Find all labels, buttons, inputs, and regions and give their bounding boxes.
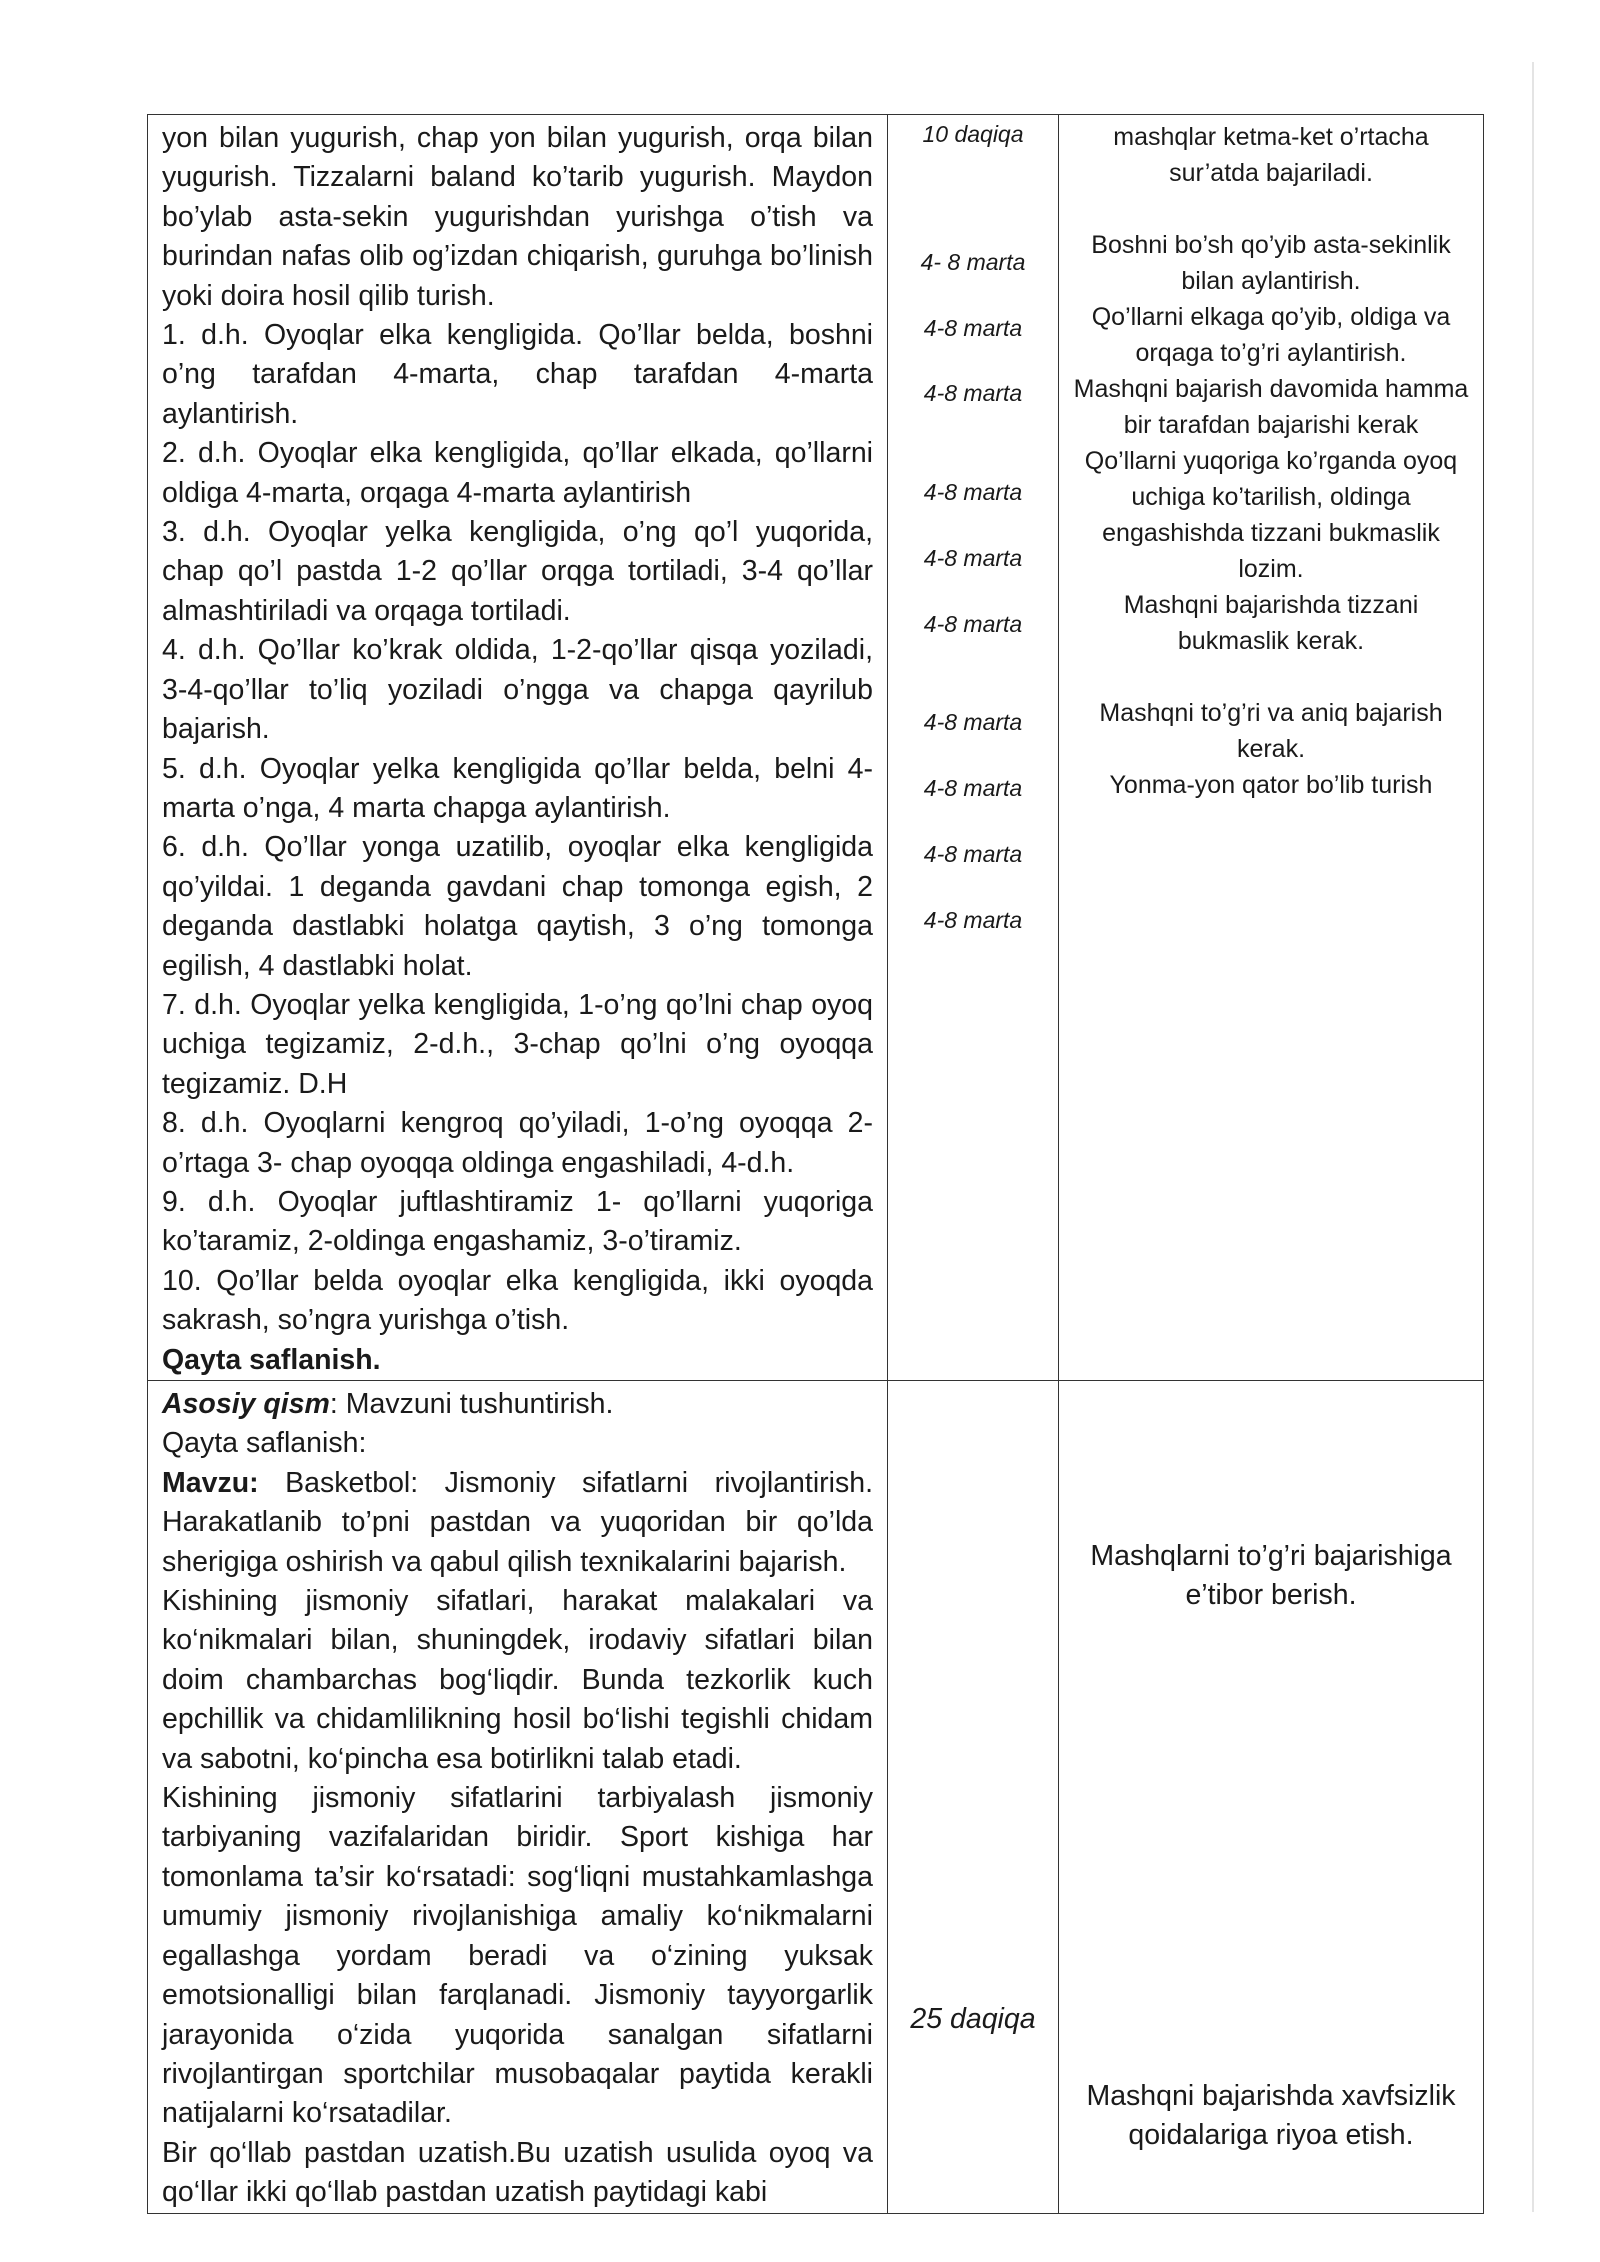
dosage-cell: [888, 115, 1059, 1381]
exercise-line: 5. d.h. Oyoqlar yelka kengligida qo’llar belda, belni 4-marta o’nga, 4 marta chapga aylantirish.: [162, 752, 873, 824]
page-edge-line: [1532, 62, 1534, 2212]
exercise-line: 4. d.h. Qo’llar ko’krak oldida, 1-2-qo’llar qisqa yoziladi, 3-4-qo’llar to’liq yoziladi o’ngga va chapga qayrilub bajarish.: [162, 634, 873, 746]
dosage-cell: [888, 1381, 1059, 2214]
note-text: Qo’llarni yuqoriga ko’rganda oyoq uchiga ko’tarilish, oldinga engashishda tizzani bukmaslik lozim.: [1084, 447, 1458, 583]
exercise-line: 1. d.h. Oyoqlar elka kengligida. Qo’llar belda, boshni o’ng tarafdan 4-marta, chap tarafdan 4-marta aylantirish.: [162, 319, 873, 430]
exercise-line: 8. d.h. Oyoqlarni kengroq qo’yiladi, 1-o’ng oyoqqa 2-o’rtaga 3- chap oyoqqa oldinga engashiladi, 4-d.h.: [162, 1107, 873, 1179]
exercises-cell: [148, 115, 888, 1381]
exercise-line: 3. d.h. Oyoqlar yelka kengligida, o’ng qo’l yuqorida, chap qo’l pastda 1-2 qo’llar orqga tortiladi, 3-4 qo’llar almashtiriladi va orqaga tortiladi.: [162, 516, 873, 627]
note-text: Qo’llarni elkaga qo’yib, oldiga va orqaga to’g’ri aylantirish.: [1091, 303, 1451, 367]
main-part-text: : Mavzuni tushuntirish.: [329, 1388, 614, 1420]
exercise-line: 9. d.h. Oyoqlar juftlashtiramiz 1- qo’llarni yuqoriga ko’taramiz, 2-oldinga engashamiz, 3-o’tiramiz.: [162, 1185, 873, 1258]
topic-label: Mavzu:: [162, 1466, 259, 1499]
notes-cell: [1059, 1381, 1484, 2214]
note-text: Mashqni to’g’ri va aniq bajarish kerak.: [1099, 699, 1443, 763]
dose-label: 4-8 marta: [923, 479, 1023, 505]
dose-label: 4-8 marta: [923, 380, 1023, 406]
dose-label: 4-8 marta: [923, 611, 1023, 637]
lesson-plan-table: [147, 114, 1484, 2214]
note-text: Boshni bo’sh qo’yib asta-sekinlik bilan aylantirish.: [1091, 231, 1451, 295]
note-text: mashqlar ketma-ket o’rtacha sur’atda bajariladi.: [1113, 123, 1429, 187]
exercise-line: 7. d.h. Oyoqlar yelka kengligida, 1-o’ng qo’lni chap oyoq uchiga tegizamiz, 2-d.h., 3-chap qo’lni o’ng oyoqqa tegizamiz. D.H: [162, 988, 873, 1100]
body-paragraph: Kishining jismoniy sifatlari, harakat malakalari va ko‘nikmalari bilan, shuningdek, irodaviy sifatlari bilan doim chambarchas bog‘liqdir. Bunda tezkorlik kuch epchillik va chidamlilikning hosil bo‘lishi tegishli chidam va sabotni, ko‘pincha esa botirlikni talab etadi.: [162, 1585, 873, 1775]
notes-cell: [1059, 115, 1484, 1381]
exercise-line: 10. Qo’llar belda oyoqlar elka kengligida, ikki oyoqda sakrash, so’ngra yurishga o’tish.: [162, 1264, 873, 1337]
main-part-cell: [148, 1381, 888, 2214]
regroup-line: Qayta saflanish:: [162, 1427, 367, 1460]
exercise-line: yon bilan yugurish, chap yon bilan yugurish, orqa bilan yugurish. Tizzalarni baland ko’tarib yugurish. Maydon bo’ylab asta-sekin yugurishdan yurishga o’tish va burindan nafas olib og’izdan chiqarish, guruhga bo’linish yoki doira hosil qilib turish.: [162, 122, 873, 312]
dose-label: 4-8 marta: [923, 775, 1023, 801]
table-row-main-part: [148, 1381, 1484, 2214]
note-text: Mashqni bajarishda tizzani bukmaslik kerak.: [1123, 591, 1419, 655]
dose-label: 4-8 marta: [923, 315, 1023, 341]
main-part-label: Asosiy qism: [162, 1388, 330, 1420]
dose-label: 4-8 marta: [923, 841, 1023, 867]
topic-text: Basketbol: Jismoniy sifatlarni rivojlantirish. Harakatlanib to’pni pastdan va yuqoridan bir qo’lda sherigiga oshirish va qabul qilish texnikalarini bajarish.: [162, 1466, 873, 1578]
exercise-line: 6. d.h. Qo’llar yonga uzatilib, oyoqlar elka kengligida qo’yildai. 1 deganda gavdani chap tomonga egish, 2 deganda dastlabki holatga qaytish, 3 o’ng tomonga egilish, 4 dastlabki holat.: [162, 831, 873, 982]
dose-label: 4-8 marta: [923, 545, 1023, 571]
dose-label: 4- 8 marta: [920, 249, 1026, 275]
main-part-line: [162, 1385, 873, 1424]
note-text: Yonma-yon qator bo’lib turish: [1109, 771, 1433, 799]
topic-line: [162, 1464, 873, 1582]
dose-label: 4-8 marta: [923, 709, 1023, 735]
body-paragraph: Kishining jismoniy sifatlarini tarbiyalash jismoniy tarbiyaning vazifalaridan biridir. Sport kishiga har tomonlama ta’sir ko‘rsatadi: sog‘liqni mustahkamlashga umumiy jismoniy rivojlanishiga amaliy ko‘nikmalarni egallashga yordam beradi va o‘zining yuksak emotsionalligi bilan farqlanadi. Jismoniy tayyorgarlik jarayonida o‘zida yuqorida sanalgan sifatlarni rivojlantirgan sportchilar musobaqalar paytida kerakli natijalarni ko‘rsatadilar.: [162, 1782, 873, 2130]
table-row-warmup: [148, 115, 1484, 1381]
note-text: Mashqni bajarishda xavfsizlik qoidalariga riyoa etish.: [1086, 2080, 1456, 2152]
dose-label: 10 daqiqa: [922, 121, 1024, 147]
note-text: Mashqni bajarish davomida hamma bir tarafdan bajarishi kerak: [1073, 375, 1469, 439]
note-text: Mashqlarni to’g’ri bajarishiga e’tibor berish.: [1090, 1540, 1452, 1612]
dose-label: 25 daqiqa: [910, 2003, 1036, 2035]
regroup-heading: Qayta saflanish.: [162, 1343, 381, 1376]
exercise-line: 2. d.h. Oyoqlar elka kengligida, qo’llar elkada, qo’llarni oldiga 4-marta, orqaga 4-marta aylantirish: [162, 437, 873, 509]
body-paragraph: Bir qo‘llab pastdan uzatish.Bu uzatish usulida oyoq va qo‘llar ikki qo‘llab pastdan uzatish paytidagi kabi: [162, 2136, 873, 2209]
dose-label: 4-8 marta: [923, 907, 1023, 933]
